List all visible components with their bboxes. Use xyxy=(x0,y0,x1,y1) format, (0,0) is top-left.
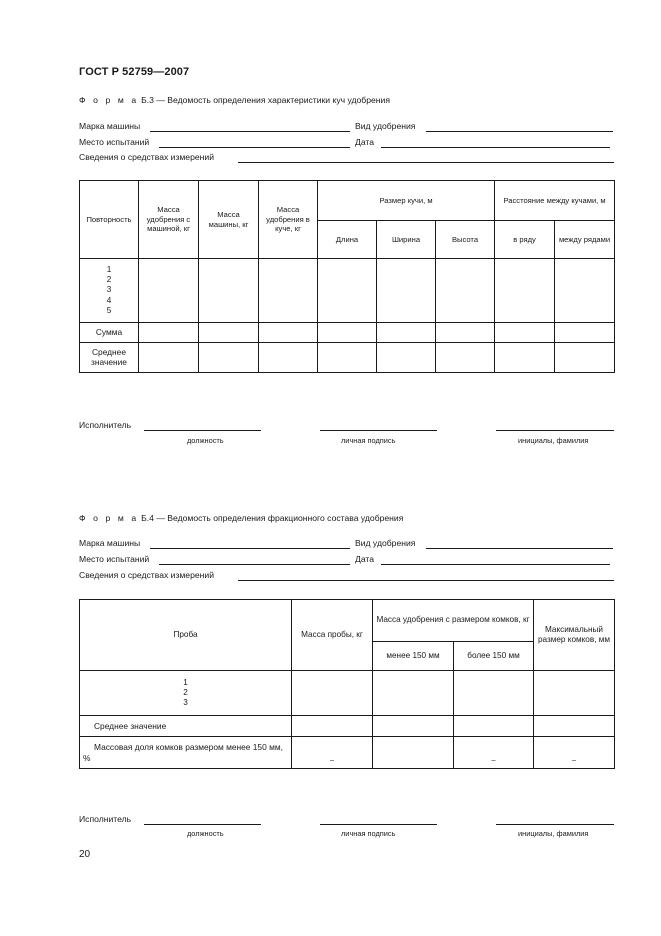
form-b4-signature-caption: личная подпись xyxy=(341,829,396,838)
form-b4-position-caption: должность xyxy=(187,829,224,838)
table-cell[interactable] xyxy=(534,716,615,737)
col-more-header: более 150 мм xyxy=(454,642,534,671)
page-number: 20 xyxy=(79,849,91,860)
repeat-numbers xyxy=(80,259,139,323)
group-size-header: Размер кучи, м xyxy=(318,181,495,221)
table-cell[interactable] xyxy=(377,323,436,343)
form-b3-position-caption: должность xyxy=(187,436,224,445)
table-cell[interactable] xyxy=(373,671,454,716)
form-b4-position-field[interactable] xyxy=(144,824,261,825)
form-b3-position-field[interactable] xyxy=(144,430,261,431)
col-width-header: Ширина xyxy=(377,221,436,259)
table-cell[interactable] xyxy=(318,259,377,323)
sample-number: 1 xyxy=(183,677,188,687)
row-share-label: Массовая доля комков размером менее 150 мм, % xyxy=(80,737,292,769)
table-cell[interactable] xyxy=(259,343,318,373)
group-distance-header: Расстояние между кучами, м xyxy=(495,181,615,221)
col-between-rows-header: между рядами xyxy=(555,221,615,259)
form-b3-instruments-field[interactable] xyxy=(238,162,614,163)
table-cell[interactable] xyxy=(436,259,495,323)
form-b3-title-text: Б.3 — Ведомость определения характеристики куч удобрения xyxy=(141,95,390,105)
form-b4-name-field[interactable] xyxy=(496,824,614,825)
form-b4-title xyxy=(79,513,403,523)
form-b4-table xyxy=(79,599,615,769)
group-mass-header: Масса удобрения с размером комков, кг xyxy=(373,600,534,642)
form-b4-name-caption: инициалы, фамилия xyxy=(518,829,589,838)
form-b3-machine-label: Марка машины xyxy=(79,121,141,131)
col-repeat-header: Повторность xyxy=(80,181,139,259)
form-b3-date-field[interactable] xyxy=(381,147,610,148)
repeat-number: 2 xyxy=(106,275,112,285)
share-more-dash: – xyxy=(454,737,534,769)
form-b4-fertilizer-label: Вид удобрения xyxy=(355,538,416,548)
sample-numbers xyxy=(80,671,292,716)
form-b4-date-label: Дата xyxy=(355,554,375,564)
table-cell[interactable] xyxy=(259,259,318,323)
table-cell[interactable] xyxy=(454,671,534,716)
table-cell[interactable] xyxy=(259,323,318,343)
table-row xyxy=(80,716,615,737)
form-b3-prefix: Ф о р м а xyxy=(79,95,139,105)
form-b3-name-caption: инициалы, фамилия xyxy=(518,436,589,445)
table-cell[interactable] xyxy=(318,323,377,343)
table-cell[interactable] xyxy=(377,343,436,373)
table-cell[interactable] xyxy=(436,323,495,343)
col-sample-header: Проба xyxy=(80,600,292,671)
table-cell[interactable] xyxy=(292,671,373,716)
table-cell[interactable] xyxy=(292,716,373,737)
col-height-header: Высота xyxy=(436,221,495,259)
form-b3-place-field[interactable] xyxy=(159,147,350,148)
row-mean-label: Среднее значение xyxy=(80,343,139,373)
table-cell[interactable] xyxy=(199,259,259,323)
col-mass-machine-header: Масса удобрения с машиной, кг xyxy=(139,181,199,259)
form-b3-table xyxy=(79,180,615,373)
table-cell[interactable] xyxy=(555,343,615,373)
table-cell[interactable] xyxy=(377,259,436,323)
form-b4-machine-label: Марка машины xyxy=(79,538,141,548)
table-row xyxy=(80,259,615,323)
form-b3-title xyxy=(79,95,390,105)
form-b3-instruments-label: Сведения о средствах измерений xyxy=(79,152,214,162)
table-cell[interactable] xyxy=(454,716,534,737)
row-sum-label: Сумма xyxy=(80,323,139,343)
col-mass-heap-header: Масса удобрения в куче, кг xyxy=(259,181,318,259)
form-b4-instruments-label: Сведения о средствах измерений xyxy=(79,570,214,580)
form-b3-place-label: Место испытаний xyxy=(79,137,150,147)
table-row xyxy=(80,737,615,769)
sample-number: 2 xyxy=(183,687,188,697)
table-row xyxy=(80,323,615,343)
form-b4-place-label: Место испытаний xyxy=(79,554,150,564)
form-b3-signature-field[interactable] xyxy=(320,430,437,431)
form-b4-machine-field[interactable] xyxy=(150,548,350,549)
table-cell[interactable] xyxy=(199,323,259,343)
form-b4-title-text: Б.4 — Ведомость определения фракционного состава удобрения xyxy=(141,513,404,523)
table-cell[interactable] xyxy=(555,259,615,323)
table-row xyxy=(80,343,615,373)
form-b4-date-field[interactable] xyxy=(381,564,610,565)
table-cell[interactable] xyxy=(534,671,615,716)
table-cell[interactable] xyxy=(555,323,615,343)
form-b3-date-label: Дата xyxy=(355,137,375,147)
table-cell[interactable] xyxy=(373,716,454,737)
table-cell[interactable] xyxy=(139,259,199,323)
form-b4-executor-label: Исполнитель xyxy=(79,814,132,824)
table-row xyxy=(80,671,615,716)
form-b3-fertilizer-label: Вид удобрения xyxy=(355,121,416,131)
sample-number: 3 xyxy=(183,698,188,708)
row-mean-label: Среднее значение xyxy=(80,716,292,737)
share-max-dash: – xyxy=(534,737,615,769)
table-cell[interactable] xyxy=(139,323,199,343)
repeat-number: 4 xyxy=(106,295,112,305)
col-less-header: менее 150 мм xyxy=(373,642,454,671)
col-max-size-header: Максимальный размер комков, мм xyxy=(534,600,615,671)
document-header: ГОСТ Р 52759—2007 xyxy=(79,66,190,78)
col-mass-machines-header: Масса машины, кг xyxy=(199,181,259,259)
form-b3-machine-field[interactable] xyxy=(150,131,350,132)
table-cell[interactable] xyxy=(318,343,377,373)
form-b4-instruments-field[interactable] xyxy=(238,580,614,581)
repeat-number: 5 xyxy=(106,305,112,315)
table-cell[interactable] xyxy=(495,343,555,373)
col-length-header: Длина xyxy=(318,221,377,259)
form-b3-executor-label: Исполнитель xyxy=(79,420,132,430)
repeat-number: 1 xyxy=(106,264,112,274)
table-cell[interactable] xyxy=(495,259,555,323)
table-cell[interactable] xyxy=(373,737,454,769)
form-b4-fertilizer-field[interactable] xyxy=(426,548,613,549)
form-b4-place-field[interactable] xyxy=(159,564,350,565)
col-sample-mass-header: Масса пробы, кг xyxy=(292,600,373,671)
share-sample-mass-dash: – xyxy=(292,737,373,769)
table-cell[interactable] xyxy=(436,343,495,373)
form-b3-signature-caption: личная подпись xyxy=(341,436,396,445)
repeat-number: 3 xyxy=(106,285,112,295)
col-in-row-header: в ряду xyxy=(495,221,555,259)
form-b3-name-field[interactable] xyxy=(496,430,614,431)
table-cell[interactable] xyxy=(199,343,259,373)
form-b4-prefix: Ф о р м а xyxy=(79,513,139,523)
form-b4-signature-field[interactable] xyxy=(320,824,437,825)
table-cell[interactable] xyxy=(495,323,555,343)
form-b3-fertilizer-field[interactable] xyxy=(426,131,613,132)
table-cell[interactable] xyxy=(139,343,199,373)
